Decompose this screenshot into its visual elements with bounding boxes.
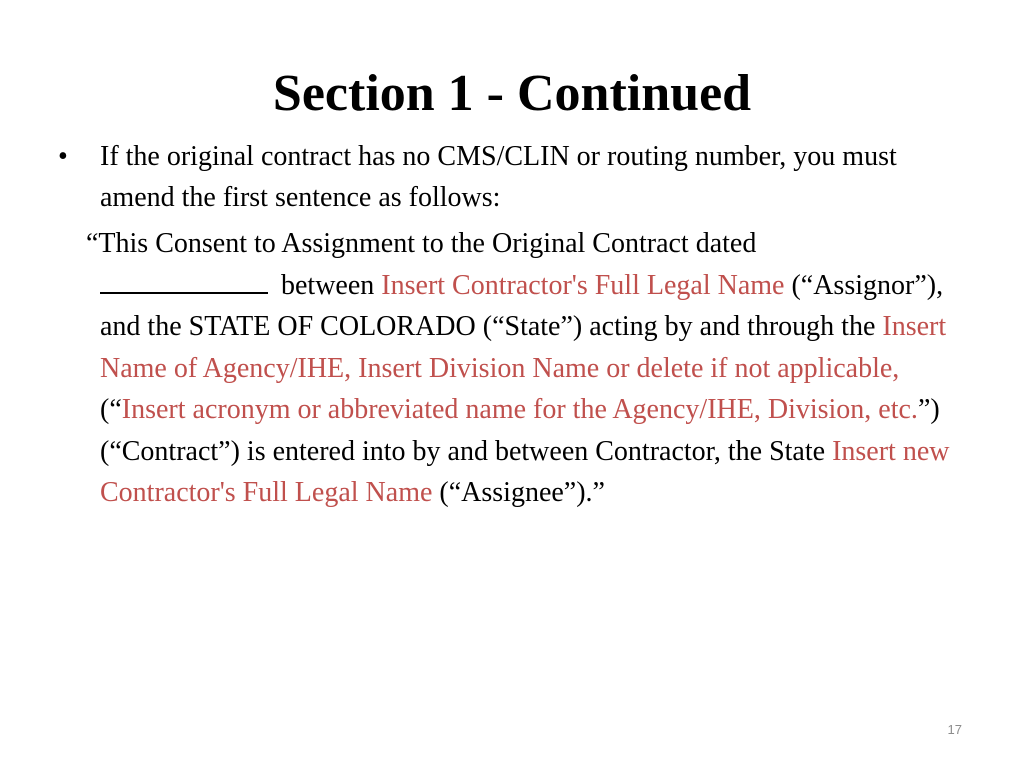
quoted-contract-sentence [86, 223, 980, 514]
quote-text-part2: between [274, 269, 382, 301]
quote-text-part3: (“Assignor”), and the STATE OF COLORADO (“State”) acting by and through the [100, 269, 944, 342]
placeholder-contractor-name: Insert Contractor's Full Legal Name [381, 269, 785, 301]
placeholder-new-contractor-name: Insert new Contractor's Full Legal Name [100, 435, 950, 508]
quote-text-part6: (“Assignee”).” [432, 477, 605, 508]
quote-text-part1: “This Consent to Assignment to the Original Contract dated [86, 228, 757, 259]
page-number: 17 [947, 722, 962, 737]
quote-text-part4: (“ [100, 394, 122, 425]
placeholder-acronym: Insert acronym or abbreviated name for the Agency/IHE, Division, etc. [121, 394, 918, 425]
bullet-text: If the original contract has no CMS/CLIN or routing number, you must amend the first sentence as follows: [100, 141, 897, 213]
bullet-icon: • [58, 141, 68, 172]
slide-title: Section 1 - Continued [272, 65, 752, 122]
date-blank-line [100, 270, 268, 294]
placeholder-agency-division: Insert Name of Agency/IHE, Insert Division Name or delete if not applicable, [100, 311, 947, 384]
bullet-item [58, 136, 978, 218]
quote-text-part5: ”) (“Contract”) is entered into by and between Contractor, the State [100, 394, 940, 467]
